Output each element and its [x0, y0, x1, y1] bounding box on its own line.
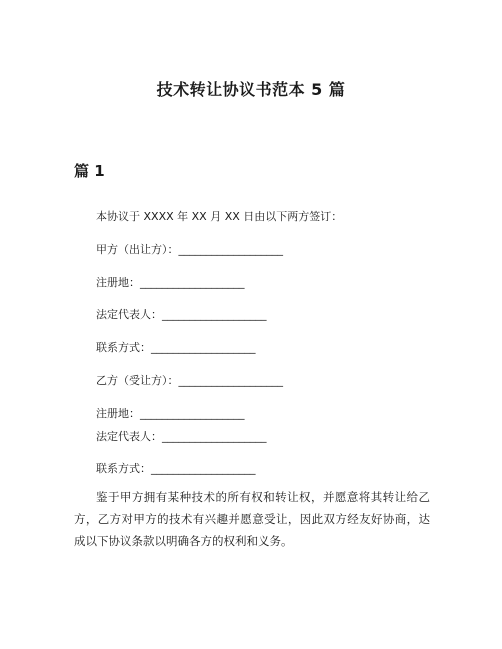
party-a-line: 甲方（出让方）：___________________: [96, 243, 283, 256]
party-a-legal-representative-line: 法定代表人：___________________: [96, 308, 267, 321]
party-b-registered-address-line: 注册地：___________________: [96, 407, 245, 420]
party-b-line: 乙方（受让方）：___________________: [96, 374, 283, 387]
party-b-contact-line: 联系方式：___________________: [96, 462, 256, 475]
party-a-contact-line: 联系方式：___________________: [96, 341, 256, 354]
section-heading: 篇 1: [74, 162, 105, 180]
agreement-intro-line: 本协议于 XXXX 年 XX 月 XX 日由以下两方签订：: [96, 210, 343, 223]
party-a-registered-address-line: 注册地：___________________: [96, 276, 245, 289]
document-title: 技术转让协议书范本 5 篇: [156, 80, 346, 99]
party-b-legal-representative-line: 法定代表人：___________________: [96, 430, 267, 443]
recital-paragraph: 鉴于甲方拥有某种技术的所有权和转让权，并愿意将其转让给乙方，乙方对甲方的技术有兴趣并愿意受让，因此双方经友好协商，达成以下协议条款以明确各方的权利和义务。: [74, 490, 430, 548]
